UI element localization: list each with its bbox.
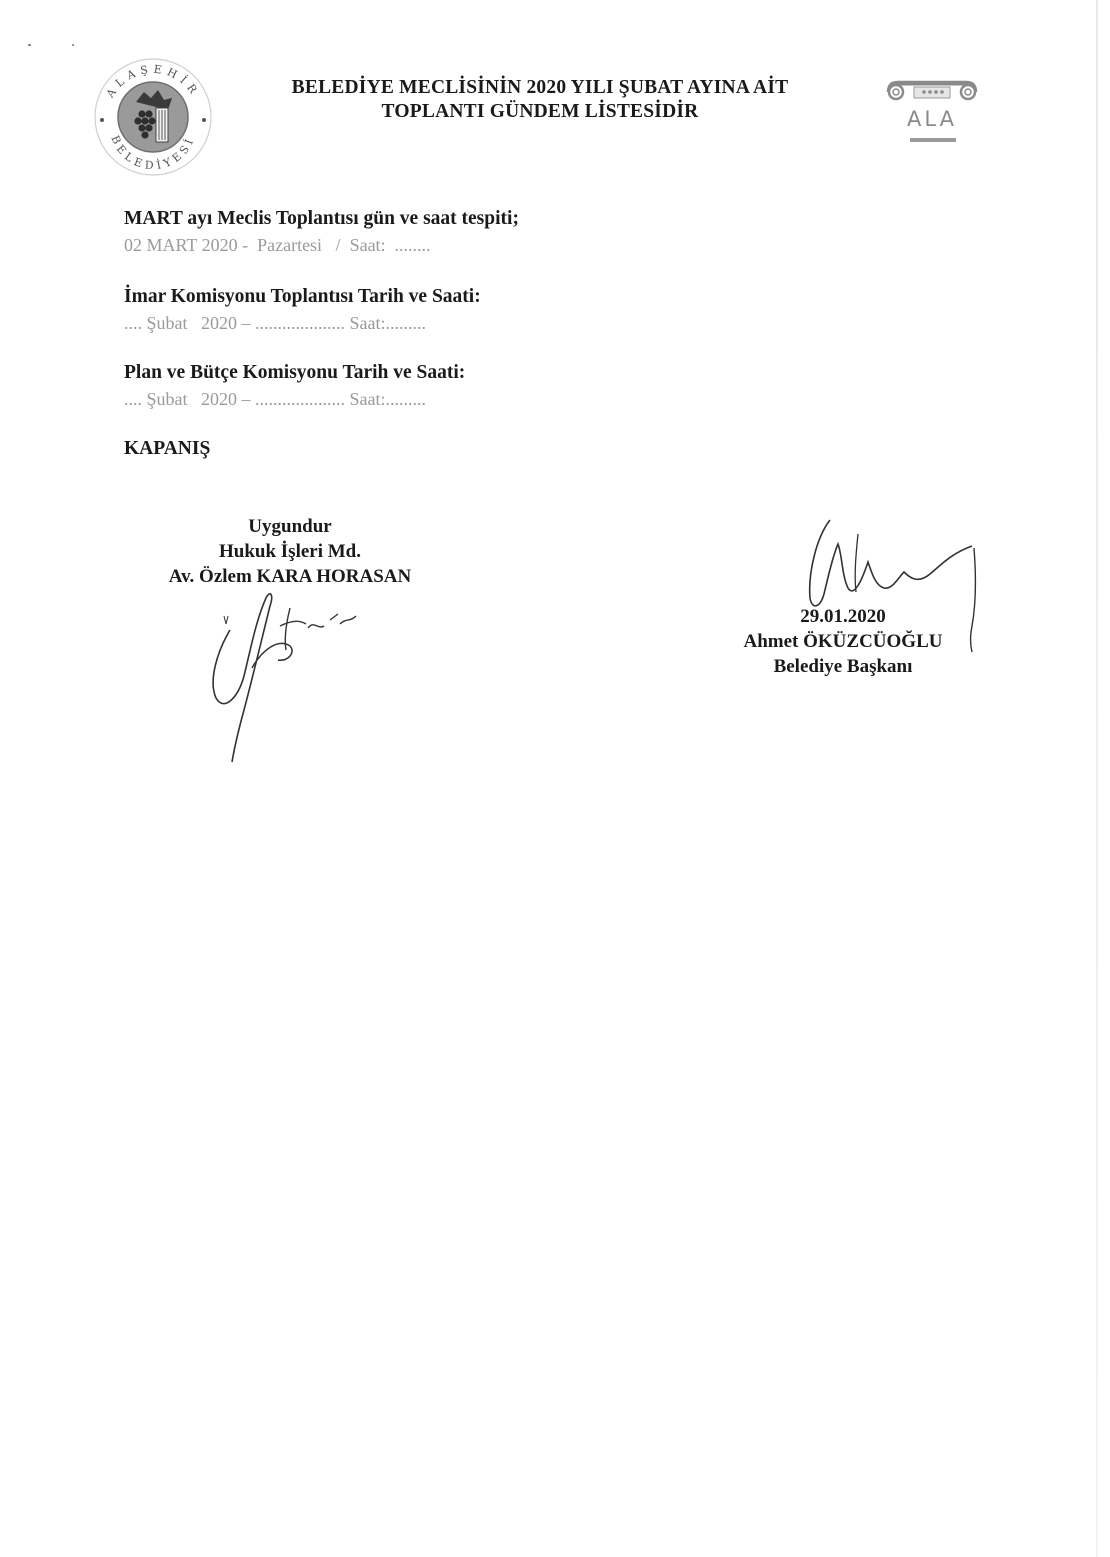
- title-line-1: BELEDİYE MECLİSİNİN 2020 YILI ŞUBAT AYINA AİT: [291, 77, 789, 98]
- mayor-name: Ahmet ÖKÜZCÜOĞLU: [743, 631, 943, 652]
- scan-speck: [28, 44, 31, 46]
- signature-date: 29.01.2020: [800, 606, 886, 627]
- legal-director-signature: [200, 580, 370, 770]
- scan-speck: [72, 44, 74, 46]
- seal-text-top: ALAŞEHİR: [103, 62, 203, 101]
- mayor-title: Belediye Başkanı: [773, 656, 913, 677]
- seal-text-bottom: BELEDİYESİ: [108, 133, 198, 173]
- approval-status: Uygundur: [248, 516, 332, 537]
- scan-edge: [1096, 0, 1098, 1557]
- approval-department: Hukuk İşleri Md.: [218, 541, 361, 562]
- right-logo-text: ALA: [907, 107, 957, 131]
- municipality-seal-logo: [92, 56, 214, 178]
- mayor-block: [720, 604, 966, 679]
- agenda-item: [124, 206, 519, 258]
- agenda-heading: MART ayı Meclis Toplantısı gün ve saat tespiti;: [124, 208, 519, 229]
- agenda-detail: 02 MART 2020 - Pazartesi / Saat: ........: [124, 235, 431, 255]
- agenda-heading: İmar Komisyonu Toplantısı Tarih ve Saati:: [124, 286, 481, 307]
- city-column-logo: [880, 72, 984, 152]
- closing-label: KAPANIŞ: [124, 438, 211, 459]
- document-title: [240, 76, 840, 124]
- agenda-detail: .... Şubat 2020 – .................... Saat:.........: [124, 313, 426, 333]
- agenda-item: [124, 360, 465, 412]
- title-line-2: TOPLANTI GÜNDEM LİSTESİDİR: [381, 101, 699, 122]
- approval-name: Av. Özlem KARA HORASAN: [168, 566, 412, 587]
- agenda-heading: Plan ve Bütçe Komisyonu Tarih ve Saati:: [124, 362, 466, 383]
- agenda-detail: .... Şubat 2020 – .................... Saat:.........: [124, 389, 426, 409]
- approval-block: [142, 514, 438, 589]
- agenda-item: [124, 284, 481, 336]
